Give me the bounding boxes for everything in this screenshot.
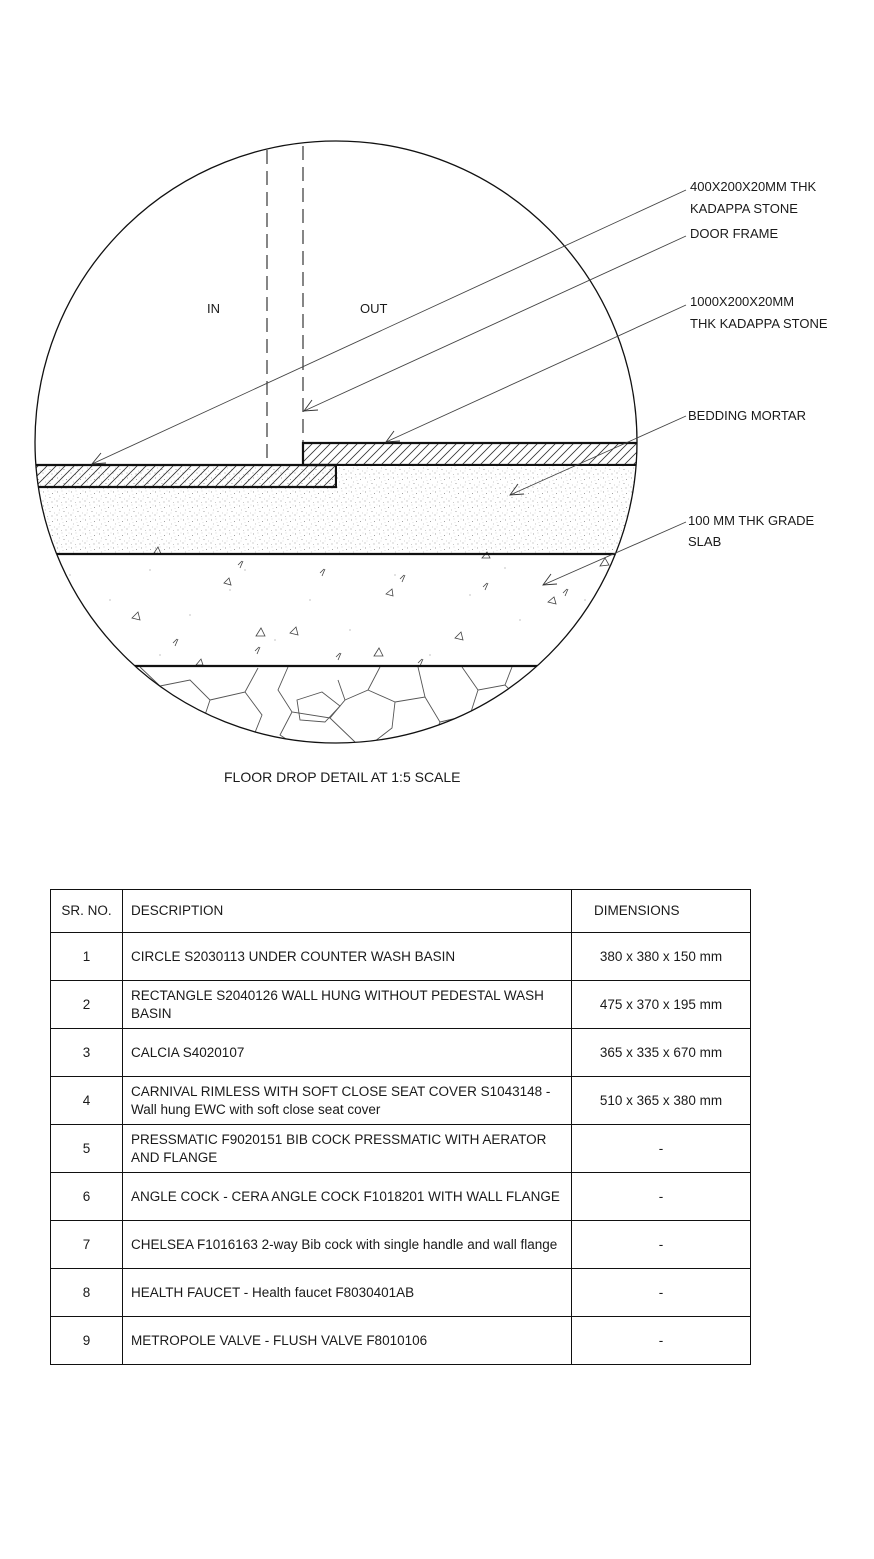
- row-sr-no: 4: [51, 1077, 123, 1125]
- callout-grade-slab-label: 100 MM THK GRADE SLAB: [688, 513, 815, 549]
- side-out-label: OUT: [360, 301, 388, 316]
- row-dimensions: -: [572, 1125, 751, 1173]
- callout-kadappa-400-label: 400X200X20MM THK KADAPPA STONE: [690, 179, 817, 216]
- row-dimensions: -: [572, 1173, 751, 1221]
- row-dimensions: 365 x 335 x 670 mm: [572, 1029, 751, 1077]
- row-sr-no: 8: [51, 1269, 123, 1317]
- row-dimensions: -: [572, 1221, 751, 1269]
- row-dimensions: 475 x 370 x 195 mm: [572, 981, 751, 1029]
- rubble-soling-layer: [140, 667, 520, 748]
- row-dimensions: 380 x 380 x 150 mm: [572, 933, 751, 981]
- kadappa-stone-1000-section: [303, 443, 660, 465]
- row-sr-no: 1: [51, 933, 123, 981]
- detail-caption: FLOOR DROP DETAIL AT 1:5 SCALE: [224, 769, 461, 785]
- callout-door-frame-label: DOOR FRAME: [690, 226, 779, 241]
- table-row: [51, 933, 751, 981]
- table-row: [51, 1317, 751, 1365]
- row-sr-no: 2: [51, 981, 123, 1029]
- table-row: [51, 1269, 751, 1317]
- row-description: CIRCLE S2030113 UNDER COUNTER WASH BASIN: [123, 933, 572, 981]
- row-description: ANGLE COCK - CERA ANGLE COCK F1018201 WITH WALL FLANGE: [123, 1173, 572, 1221]
- row-sr-no: 9: [51, 1317, 123, 1365]
- row-description: CALCIA S4020107: [123, 1029, 572, 1077]
- header-dimensions: DIMENSIONS: [572, 890, 751, 933]
- section-layers: [20, 466, 660, 748]
- row-dimensions: 510 x 365 x 380 mm: [572, 1077, 751, 1125]
- header-sr-no: SR. NO.: [51, 890, 123, 933]
- stone-layers: [20, 443, 667, 487]
- table-header-row: [51, 890, 751, 933]
- row-description: HEALTH FAUCET - Health faucet F8030401AB: [123, 1269, 572, 1317]
- row-sr-no: 7: [51, 1221, 123, 1269]
- row-dimensions: -: [572, 1317, 751, 1365]
- row-sr-no: 5: [51, 1125, 123, 1173]
- table-row: [51, 1221, 751, 1269]
- table-row: [51, 1077, 751, 1125]
- table-row: [51, 1029, 751, 1077]
- row-sr-no: 6: [51, 1173, 123, 1221]
- row-sr-no: 3: [51, 1029, 123, 1077]
- sanitary-fixture-schedule-table: [50, 889, 751, 1365]
- row-description: METROPOLE VALVE - FLUSH VALVE F8010106: [123, 1317, 572, 1365]
- row-description: CHELSEA F1016163 2-way Bib cock with single handle and wall flange: [123, 1221, 572, 1269]
- row-description: RECTANGLE S2040126 WALL HUNG WITHOUT PEDESTAL WASH BASIN: [123, 981, 572, 1029]
- table-row: [51, 1125, 751, 1173]
- side-in-label: IN: [207, 301, 220, 316]
- table-row: [51, 1173, 751, 1221]
- door-frame-lines: [267, 146, 303, 464]
- kadappa-stone-400-section: [20, 465, 336, 487]
- row-description: CARNIVAL RIMLESS WITH SOFT CLOSE SEAT COVER S1043148 - Wall hung EWC with soft close seat cover: [123, 1077, 572, 1125]
- header-description: DESCRIPTION: [123, 890, 572, 933]
- grade-slab-layer: [69, 547, 609, 666]
- row-dimensions: -: [572, 1269, 751, 1317]
- callout-kadappa-1000-label: 1000X200X20MM THK KADAPPA STONE: [690, 294, 828, 331]
- row-description: PRESSMATIC F9020151 BIB COCK PRESSMATIC WITH AERATOR AND FLANGE: [123, 1125, 572, 1173]
- table-row: [51, 981, 751, 1029]
- callout-bedding-mortar-label: BEDDING MORTAR: [688, 408, 806, 423]
